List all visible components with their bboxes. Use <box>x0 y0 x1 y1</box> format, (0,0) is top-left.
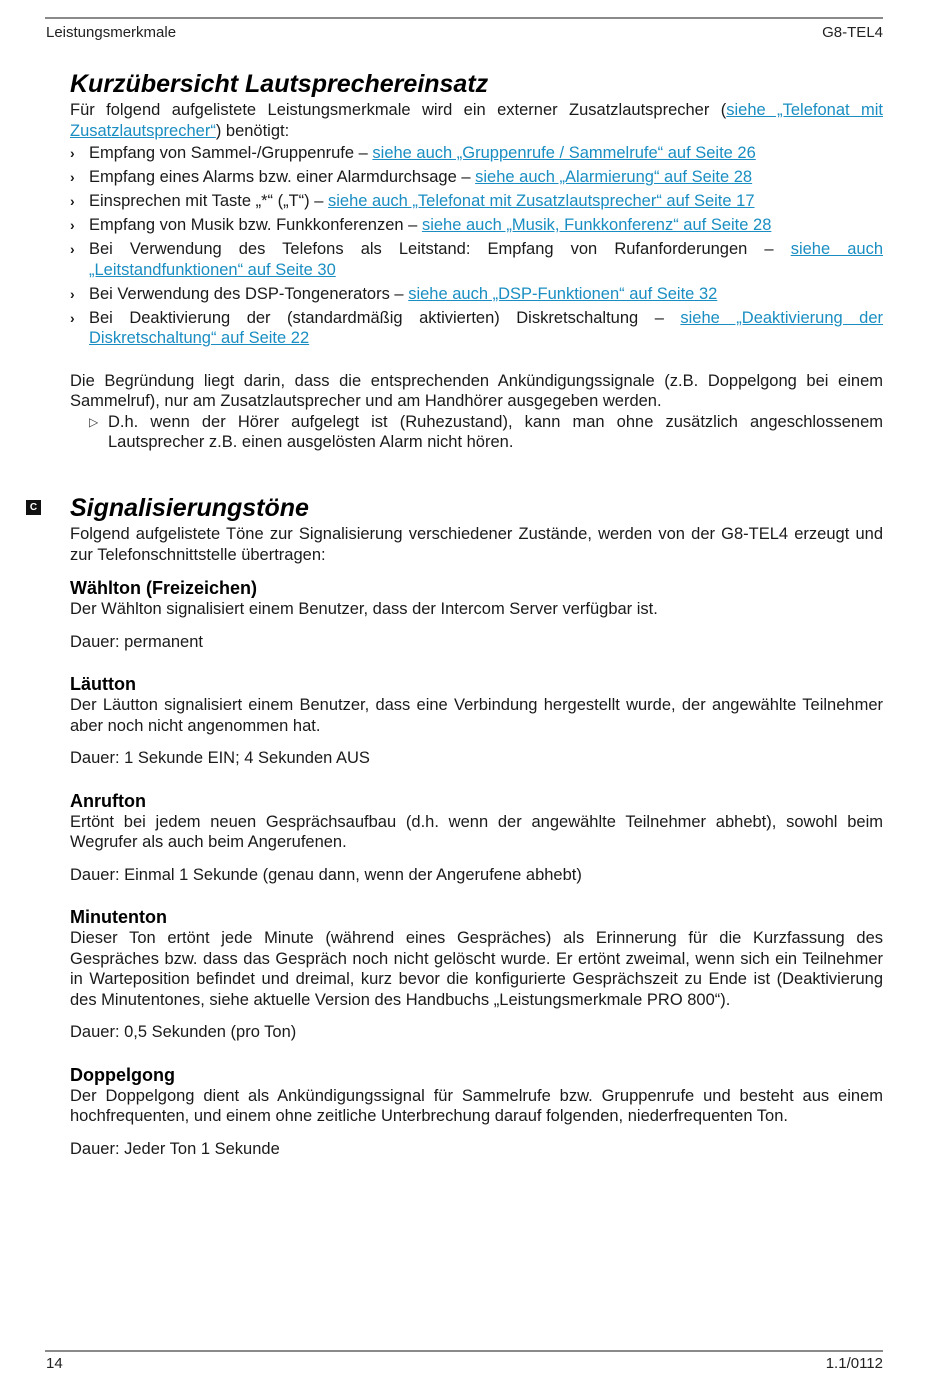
intro-paragraph: Folgend aufgelistete Töne zur Signalisierung verschiedener Zustände, werden von der G8-TEL4 erzeugt und zur Telefonschnittstelle übertragen: <box>70 525 883 564</box>
chevron-right-icon: › <box>70 309 75 326</box>
tone-duration: Dauer: 0,5 Sekunden (pro Ton) <box>70 1023 297 1041</box>
section-signal-tones <box>70 494 883 1159</box>
intro-text: Für folgend aufgelistete Leistungsmerkmale wird ein externer Zusatzlautsprecher ( <box>70 101 727 119</box>
list-item-text: Bei Deaktivierung der (standardmäßig aktivierten) Diskretschaltung – <box>89 308 681 327</box>
tone-description: Der Läutton signalisiert einem Benutzer, dass eine Verbindung hergestellt wurde, der angewählte Teilnehmer aber noch nicht angenommen hat. <box>70 696 883 735</box>
tone-heading: Wählton (Freizeichen) <box>70 578 258 598</box>
section-title: Kurzübersicht Lautsprechereinsatz <box>70 70 489 98</box>
chevron-right-icon: › <box>70 285 75 302</box>
tone-description: Der Wählton signalisiert einem Benutzer, dass der Intercom Server verfügbar ist. <box>70 600 658 618</box>
list-item <box>70 143 883 164</box>
feature-list <box>70 143 883 349</box>
list-item-link[interactable]: siehe auch „Alarmierung“ auf Seite 28 <box>475 168 753 186</box>
page-number: 14 <box>46 1355 63 1372</box>
list-item-link[interactable]: siehe „Deaktivierung der Diskretschaltung“ auf Seite 22 <box>89 308 883 347</box>
intro-link[interactable]: siehe „Telefonat mit Zusatzlautsprecher“ <box>70 101 883 140</box>
header-product: G8-TEL4 <box>822 24 883 41</box>
tone-block <box>70 790 883 886</box>
list-item <box>70 284 883 305</box>
list-item-text: Empfang eines Alarms bzw. einer Alarmdurchsage – <box>89 168 476 186</box>
chevron-right-icon: › <box>70 169 75 185</box>
tone-block <box>70 906 883 1043</box>
list-item <box>70 308 883 349</box>
tone-heading: Doppelgong <box>70 1064 175 1085</box>
tone-block <box>70 1064 883 1160</box>
tone-duration: Dauer: Einmal 1 Sekunde (genau dann, wenn der Angerufene abhebt) <box>70 865 582 884</box>
tone-description: Dieser Ton ertönt jede Minute (während eines Gespräches) als Erinnerung für die Kurzfassung des Gespräches bzw. dass das Gespräch noch nicht gelöscht wurde. Er ertönt zweimal, wenn sich ein Teilnehmer in Warteposition befindet und dreimal, kurz bevor die konfigurierte Gesprächszeit zu Ende ist (Deaktivierung des Minutentones, siehe aktuelle Version des Handbuchs „Leistungsmerkmale PRO 800“). <box>70 929 883 1009</box>
tone-duration: Dauer: 1 Sekunde EIN; 4 Sekunden AUS <box>70 749 370 767</box>
note-text: D.h. wenn der Hörer aufgelegt ist (Ruhezustand), kann man ohne zusätzlich angeschlossenem Lautsprecher z.B. einen ausgelösten Alarm nicht hören. <box>108 412 883 451</box>
chevron-right-icon: › <box>70 145 75 161</box>
tone-heading: Anrufton <box>70 790 146 811</box>
arrow-right-icon: ▷ <box>89 414 99 429</box>
chevron-right-icon: › <box>70 193 75 209</box>
intro-text-end: ) benötigt: <box>215 121 290 140</box>
list-item-link[interactable]: siehe auch „Leitstandfunktionen“ auf Seite 30 <box>89 240 883 279</box>
list-item-text: Bei Verwendung des Telefons als Leitstand: Empfang von Rufanforderungen – <box>89 240 791 258</box>
tone-heading: Läutton <box>70 674 136 694</box>
list-item <box>70 215 883 236</box>
section-loudspeaker <box>70 70 883 453</box>
tone-duration: Dauer: permanent <box>70 632 203 651</box>
tone-description: Der Doppelgong dient als Ankündigungssignal für Sammelrufe bzw. Gruppenrufe und besteht aus einem hochfrequenten, und einem ohne zeitliche Unterbrechung darauf folgenden, niederfrequenten Ton. <box>70 1086 883 1125</box>
intro-paragraph <box>70 100 883 141</box>
list-item-link[interactable]: siehe auch „Telefonat mit Zusatzlautsprecher“ auf Seite 17 <box>328 192 755 210</box>
list-item-text: Empfang von Sammel-/Gruppenrufe – <box>89 144 373 162</box>
note <box>70 412 883 453</box>
list-item <box>70 239 883 280</box>
document-version: 1.1/0112 <box>825 1355 883 1372</box>
list-item-link[interactable]: siehe auch „Musik, Funkkonferenz“ auf Seite 28 <box>421 216 772 234</box>
tone-block <box>70 673 883 769</box>
header-title: Leistungsmerkmale <box>46 24 177 41</box>
header-rule <box>45 17 883 19</box>
chevron-right-icon: › <box>70 217 75 233</box>
list-item <box>70 191 883 212</box>
list-item-text: Bei Verwendung des DSP-Tongenerators – <box>89 284 409 303</box>
tone-block <box>70 577 883 652</box>
list-item-text: Empfang von Musik bzw. Funkkonferenzen – <box>89 216 422 234</box>
list-item-link[interactable]: siehe auch „Gruppenrufe / Sammelrufe“ auf Seite 26 <box>372 144 756 162</box>
list-item <box>70 167 883 188</box>
chapter-marker: C <box>26 500 41 515</box>
list-item-text: Einsprechen mit Taste „*“ („T“) – <box>89 192 329 210</box>
chevron-right-icon: › <box>70 241 75 257</box>
list-item-link[interactable]: siehe auch „DSP-Funktionen“ auf Seite 32 <box>408 284 718 303</box>
tone-duration: Dauer: Jeder Ton 1 Sekunde <box>70 1139 280 1158</box>
tone-heading: Minutenton <box>70 907 167 927</box>
section-title: Signalisierungstöne <box>70 494 309 522</box>
tone-description: Ertönt bei jedem neuen Gesprächsaufbau (d.h. wenn der angewählte Teilnehmer abhebt), sowohl beim Wegrufer als auch beim Angerufenen. <box>70 812 883 851</box>
reason-paragraph: Die Begründung liegt darin, dass die entsprechenden Ankündigungssignale (z.B. Doppelgong bei einem Sammelruf), nur am Zusatzlautsprecher und am Handhörer ausgegeben werden. <box>70 371 883 410</box>
footer-rule <box>45 1350 883 1352</box>
